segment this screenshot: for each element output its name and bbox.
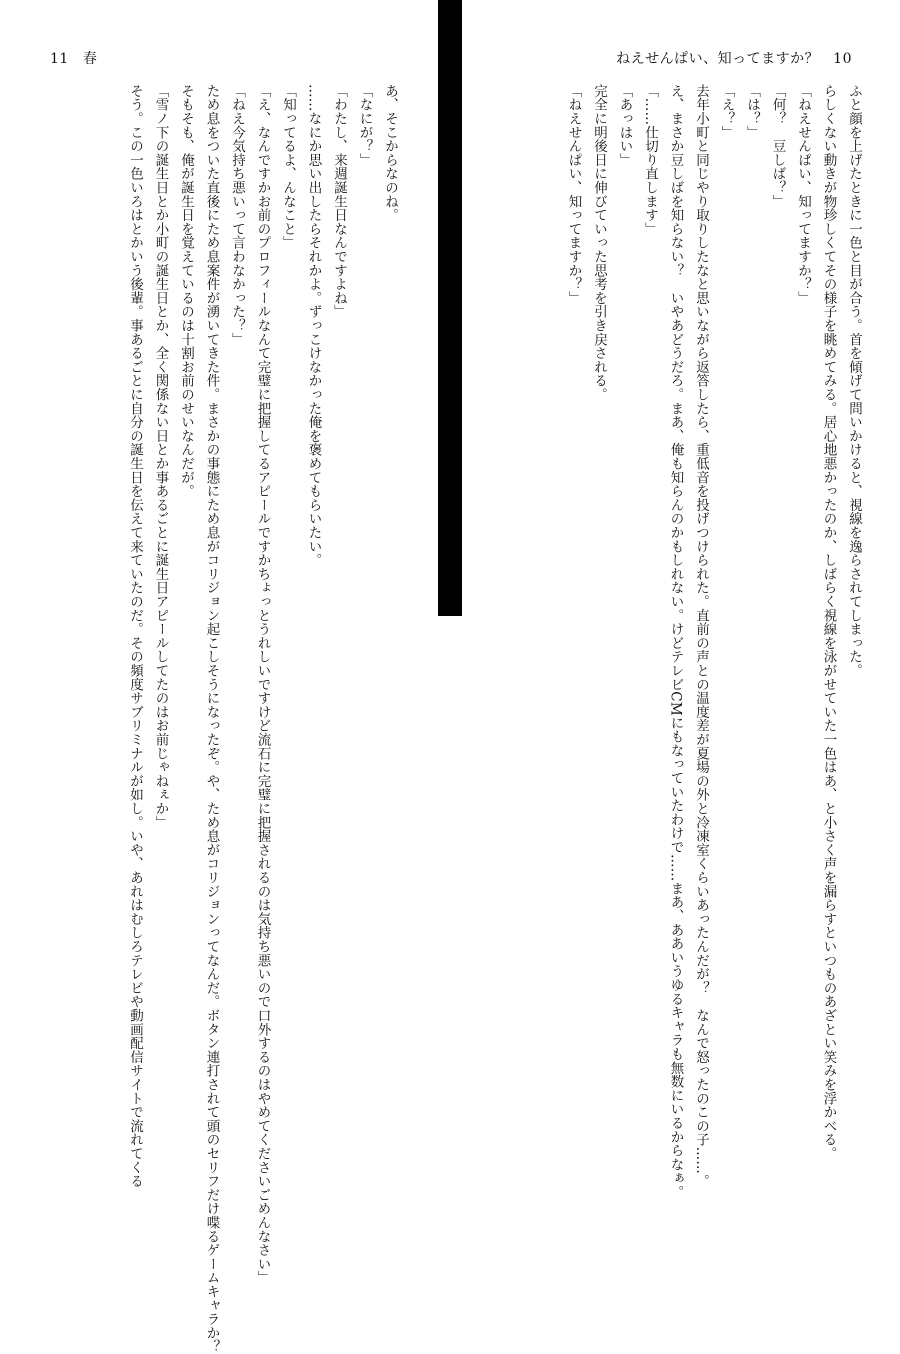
text-line: 「なにが？」 (356, 84, 373, 167)
text-line: 「ねえ今気持ち悪いって言わなかった？」 (229, 84, 245, 347)
text-line: あ、そこからなのね。 (382, 84, 398, 222)
right-page-number: 10 (833, 51, 852, 67)
text-line: そもそも、俺が誕生日を覚えているのは十割お前のせいなんだが。 (178, 84, 194, 498)
text-line: ため息をついた直後にため息案件が湧いてきた件。まさかの事態にため息がコリジョン起こしそうになったぞ。や、ため息がコリジョンってなんだ。ボタン連打されて頭のセリフだけ喋るゲームキャラか？ (203, 84, 220, 1354)
text-line: 完全に明後日に伸びていった思考を引き戻される。 (591, 84, 607, 402)
left-page-header (36, 48, 97, 68)
right-running-head: ねえせんぱい、知ってますか？ (616, 51, 820, 67)
text-line: 「え、なんですかお前のプロフィールなんて完璧に把握してるアピールですかちょっとうれしいですけど流石に完璧に把握されるのは気持ち悪いので口外するのはやめてくださいごめんなさい」 (254, 84, 271, 1285)
text-line: え、まさか豆しばを知らない？ いやあどうだろ。まあ、俺も知らんのかもしれない。けどテレビCMにもなっていたわけで……まあ、ああいうゆるキャラも無数にいるからなぁ。 (667, 84, 684, 1199)
text-line: 「知ってるよ、んなこと」 (280, 84, 296, 250)
text-line: 「あっはい」 (616, 84, 633, 167)
text-line: 「え？」 (718, 84, 735, 140)
right-page-header (616, 48, 866, 68)
left-page-body (32, 84, 402, 1354)
left-page (0, 0, 438, 1354)
text-line: 去年小町と同じやり取りしたなと思いながら返答したら、重低音を投げつけられた。直前の声との温度差が夏場の外と冷凍室くらいあったんだが？ なんで怒ったのこの子……。 (693, 84, 709, 1188)
left-page-number: 11 (50, 51, 69, 67)
page-gutter (438, 0, 462, 616)
text-line: 「は？」 (744, 84, 760, 140)
text-line: らしくない動きが物珍しくてその様子を眺めてみる。居心地悪かったのか、しばらく視線を泳がせていた一色はあ、と小さく声を漏らすといつものあざとい笑みを浮かべる。 (820, 84, 837, 1161)
text-line: 「わたし、来週誕生日なんですよね」 (331, 84, 347, 319)
text-line: ……なにか思い出したらそれかよ。ずっこけなかった俺を褒めてもらいたい。 (305, 84, 322, 567)
text-line: そう。この一色いろはとかいう後輩。事あるごとに自分の誕生日を伝えて来ていたのだ。その頻度サブリミナルが如し。いや、あれはむしろテレビや動画配信サイトで流れてくる (127, 84, 143, 1188)
text-line: 「ねえせんぱい、知ってますか？」 (795, 84, 811, 305)
text-line: ふと顔を上げたときに一色と目が合う。首を傾げて問いかけると、視線を逸らされてしまった。 (846, 84, 862, 678)
right-page (462, 0, 900, 1199)
text-line: 「……仕切り直します」 (642, 84, 658, 236)
text-line: 「何？ 豆しば？」 (769, 84, 786, 209)
left-running-head: 春 (82, 51, 98, 67)
right-page-body (486, 84, 866, 1199)
text-line: 「雪ノ下の誕生日とか小町の誕生日とか、全く関係ない日とか事あるごとに誕生日アピールしてたのはお前じゃねぇか」 (152, 84, 169, 830)
text-line: 「ねえせんぱい、知ってますか？」 (565, 84, 582, 305)
